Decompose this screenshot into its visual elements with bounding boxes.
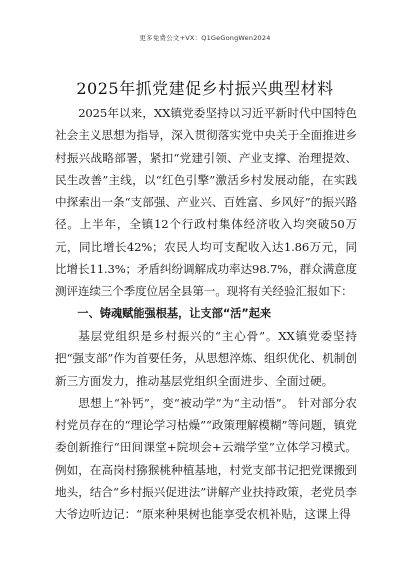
paragraph-body: 思想上“补钙”，变“被动学”为“主动悟”。 针对部分农村党员存在的“理论学习枯燥”“政策理解模糊”等问题，镇党委创新推行“田间课堂+院坝会+云端学堂”立体学习模式。例如，在高岗村猕猴桃种植基地，村党支部书记把党课搬到地头，结合“乡村振兴促进法”讲解产业扶持政策，老党员李大爷边听边记：“原来种果树也能享受农机补贴，这课上得: [55, 395, 357, 522]
document-title: 2025年抓党建促乡村振兴典型材料: [76, 79, 334, 98]
paragraph-intro: 2025年以来，XX镇党委坚持以习近平新时代中国特色社会主义思想为指导，深入贯彻落实党中央关于全面推进乡村振兴战略部署，紧扣“党建引领、产业支撑、治理提效、民生改善”主线，以“红色引擎”激活乡村发展动能，在实践中探索出一条“支部强、产业兴、百姓富、乡风好”的振兴路径。上半年，全镇12个行政村集体经济收入均突破50万元，同比增长42%；农民人均可支配收入达1.86万元，同比增长11.3%；矛盾纠纷调解成功率达98.7%，群众满意度测评连续三个季度位居全县第一。现将有关经验汇报如下：: [55, 106, 357, 299]
paragraph-body: 基层党组织是乡村振兴的“主心骨”。XX镇党委坚持把“强支部”作为首要任务，从思想淬炼、组织优化、机制创新三方面发力，推动基层党组织全面进步、全面过硬。: [55, 328, 357, 388]
section-heading-1: 一、铸魂赋能强根基，让支部“活”起来: [77, 306, 272, 320]
header-watermark: 更多免费公文+VX：Q1GeGongWen2024: [139, 34, 271, 42]
document-body: [55, 102, 357, 526]
